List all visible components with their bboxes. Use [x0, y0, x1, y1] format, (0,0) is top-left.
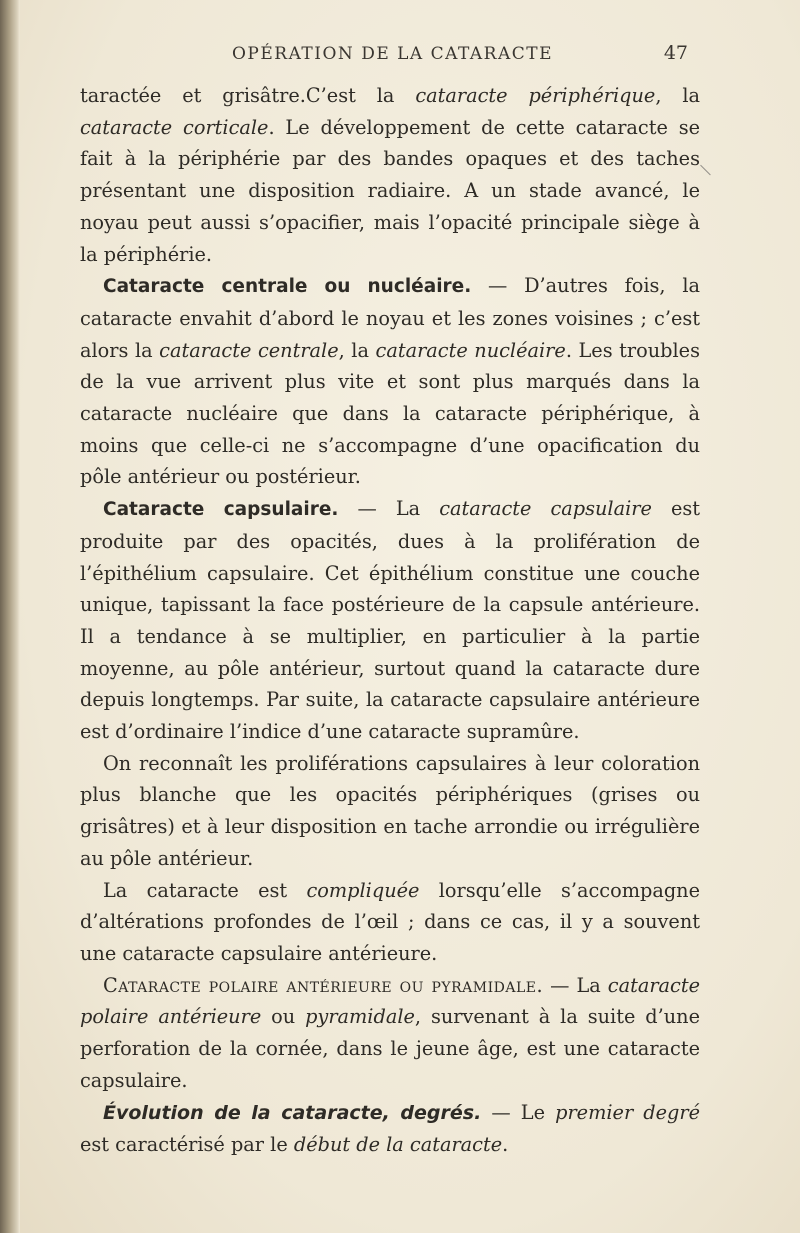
page-number: 47 [663, 42, 688, 64]
page-header [232, 40, 688, 70]
paragraph-evolution: Évolution de la cataracte, degrés. — Le premier degré est caractérisé par le début de la cataracte. [80, 1100, 700, 1157]
section-heading-evolution: Évolution de la cataracte, degrés. [103, 1101, 482, 1124]
paragraph-capsular-recognition: On reconnaît les proliférations capsulaires à leur coloration plus blanche que les opacités périphériques (grises ou grisâtres) et à leur disposition en tache arrondie ou irrégulière au pôle antérieur. [80, 751, 700, 870]
section-heading-capsular: Cataracte capsulaire. [103, 499, 339, 521]
running-head: OPÉRATION DE LA CATARACTE [232, 44, 553, 64]
section-heading-central: Cataracte centrale ou nucléaire. [103, 276, 472, 298]
body-text [80, 80, 700, 1161]
paragraph-capsular-cataract: Cataracte capsulaire. — La cataracte capsulaire est produite par des opacités, dues à la prolifération de l’épithélium capsulaire. Cet épithélium constitue une couche unique, tapissant la face postérieure de la capsule antérieure. Il a tendance à se multiplier, en particulier à la partie moyenne, au pôle antérieur, surtout quand la cataracte dure depuis longtemps. Par suite, la cataracte capsulaire antérieure est d’ordinaire l’indice d’une cataracte supramûre. [80, 497, 700, 744]
paragraph-peripheral-cataract: taractée et grisâtre.C’est la cataracte périphérique, la cataracte corticale. Le développement de cette cataracte se fait à la périphérie par des bandes opaques et des taches présentant une disposition radiaire. A un stade avancé, le noyau peut aussi s’opacifier, mais l’opacité principale siège à la périphérie. [80, 84, 701, 266]
book-spine-shadow [0, 0, 20, 1233]
paragraph-central-cataract: Cataracte centrale ou nucléaire. — D’autres fois, la cataracte envahit d’abord le noyau et les zones voisines ; c’est alors la cataracte centrale, la cataracte nucléaire. Les troubles de la vue arrivent plus vite et sont plus marqués dans la cataracte nucléaire que dans la cataracte périphérique, à moins que celle-ci ne s’accompagne d’une opacification du pôle antérieur ou postérieur. [80, 274, 700, 489]
paragraph-complicated-cataract: La cataracte est compliquée lorsqu’elle s’accompagne d’altérations profondes de l’œil ; dans ce cas, il y a souvent une cataracte capsulaire antérieure. [80, 878, 700, 965]
paragraph-polar-cataract: Cataracte polaire antérieure ou pyramidale. — La cataracte polaire antérieure ou pyramidale, survenant à la suite d’une perforation de la cornée, dans le jeune âge, est une cataracte capsulaire. [80, 973, 700, 1092]
section-heading-polar: Cataracte polaire antérieure ou pyramidale. [103, 973, 544, 997]
